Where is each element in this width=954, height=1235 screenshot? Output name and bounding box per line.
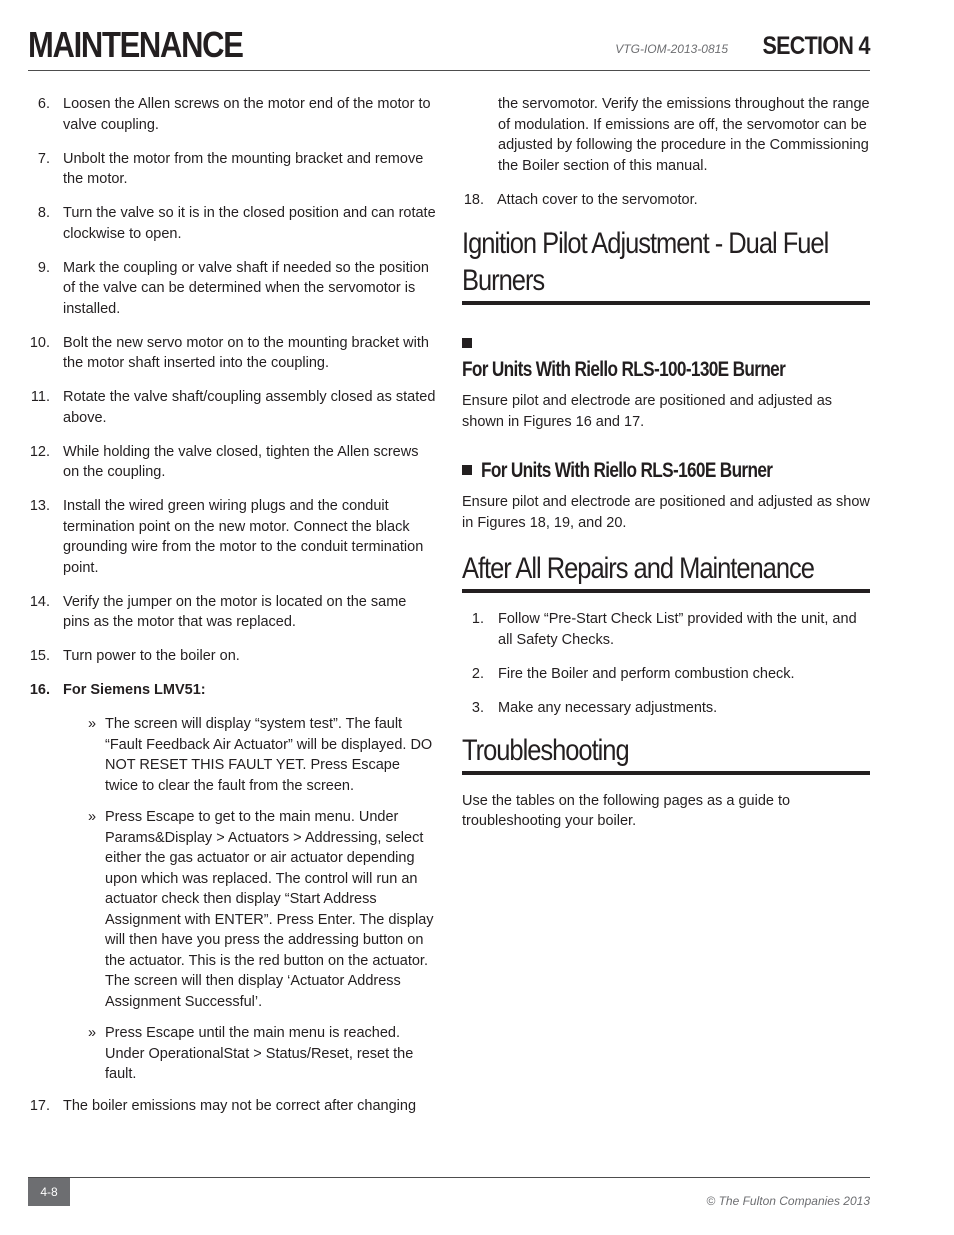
list-item: 13. Install the wired green wiring plugs and the conduit termination point on the new motor. Connect the black grounding wire from the motor to the conduit termination point. [29, 498, 424, 576]
page-number: 4-8 [28, 1178, 70, 1206]
list-item: 18. Attach cover to the servomotor. [463, 191, 698, 208]
right-column [462, 94, 870, 832]
list-item: 12. While holding the valve closed, tighten the Allen screws on the coupling. [29, 443, 419, 480]
list-item-continued: the servomotor. Verify the emissions throughout the range of modulation. If emissions are off, the servomotor can be adjusted by following the procedure in the Commissioning the Boiler section of this manual. [498, 96, 870, 174]
list-item: 17. The boiler emissions may not be correct after changing [29, 1097, 417, 1114]
after-repairs-list [462, 609, 870, 718]
list-item: 7. Unbolt the motor from the mounting bracket and remove the motor. [37, 150, 424, 187]
left-column [28, 94, 436, 1130]
subheading-rls-160e: For Units With Riello RLS-160E Burner [462, 458, 870, 484]
paragraph: Use the tables on the following pages as a guide to troubleshooting your boiler. [462, 792, 791, 829]
page-header [28, 22, 870, 71]
list-item: 9. Mark the coupling or valve shaft if needed so the position of the valve can be determined when the servomotor is installed. [37, 259, 429, 317]
section-heading-troubleshooting: Troubleshooting [462, 732, 870, 775]
paragraph: Ensure pilot and electrode are positioned and adjusted as show in Figures 18, 19, and 20. [462, 494, 870, 531]
list-item-siemens: 16. For Siemens LMV51: [29, 682, 206, 698]
list-item: 10. Bolt the new servo motor on to the mounting bracket with the motor shaft inserted into the coupling. [29, 334, 429, 371]
document-number: VTG-IOM-2013-0815 [615, 42, 728, 56]
section-heading-ignition: Ignition Pilot Adjustment - Dual Fuel Burners [462, 225, 870, 305]
list-item: 14. Verify the jumper on the motor is located on the same pins as the motor that was replaced. [29, 593, 407, 630]
sub-item: » The screen will display “system test”. The fault “Fault Feedback Air Actuator” will be displayed. DO NOT RESET THIS FAULT YET. Press Escape twice to clear the fault from the screen. [88, 716, 433, 794]
section-label: SECTION 4 [762, 32, 870, 60]
list-item: 3. Make any necessary adjustments. [471, 699, 718, 716]
section-heading-after-repairs: After All Repairs and Maintenance [462, 550, 870, 593]
square-bullet-icon [462, 465, 472, 475]
list-item: 15. Turn power to the boiler on. [29, 648, 240, 664]
page-title: MAINTENANCE [28, 24, 243, 65]
sub-item: » Press Escape to get to the main menu. Under Params&Display > Actuators > Addressing, select either the gas actuator or air actuator depending upon which was replaced. The control will run an actuator check then display “Start Address Assignment with ENTER”. Press Enter. The display will then have you press the addressing button on the actuator. This is the red button on the actuator. The screen will then display ‘Actuator Address Assignment Successful’. [88, 809, 434, 1010]
list-item: 8. Turn the valve so it is in the closed position and can rotate clockwise to open. [37, 205, 436, 242]
list-item: 11. Rotate the valve shaft/coupling assembly closed as stated above. [30, 389, 436, 426]
copyright: © The Fulton Companies 2013 [706, 1194, 870, 1208]
paragraph: Ensure pilot and electrode are positioned and adjusted as shown in Figures 16 and 17. [462, 393, 833, 430]
list-item: 1. Follow “Pre-Start Check List” provided with the unit, and all Safety Checks. [471, 611, 857, 648]
list-item: 2. Fire the Boiler and perform combustion check. [471, 665, 795, 682]
procedure-list [28, 94, 436, 701]
square-bullet-icon [462, 338, 472, 348]
list-item: 6. Loosen the Allen screws on the motor end of the motor to valve coupling. [37, 96, 431, 133]
subheading-rls-100-130e: For Units With Riello RLS-100-130E Burner [462, 331, 870, 383]
footer-divider [28, 1177, 870, 1178]
sub-item: » Press Escape until the main menu is reached. Under OperationalStat > Status/Reset, reset the fault. [88, 1025, 414, 1082]
